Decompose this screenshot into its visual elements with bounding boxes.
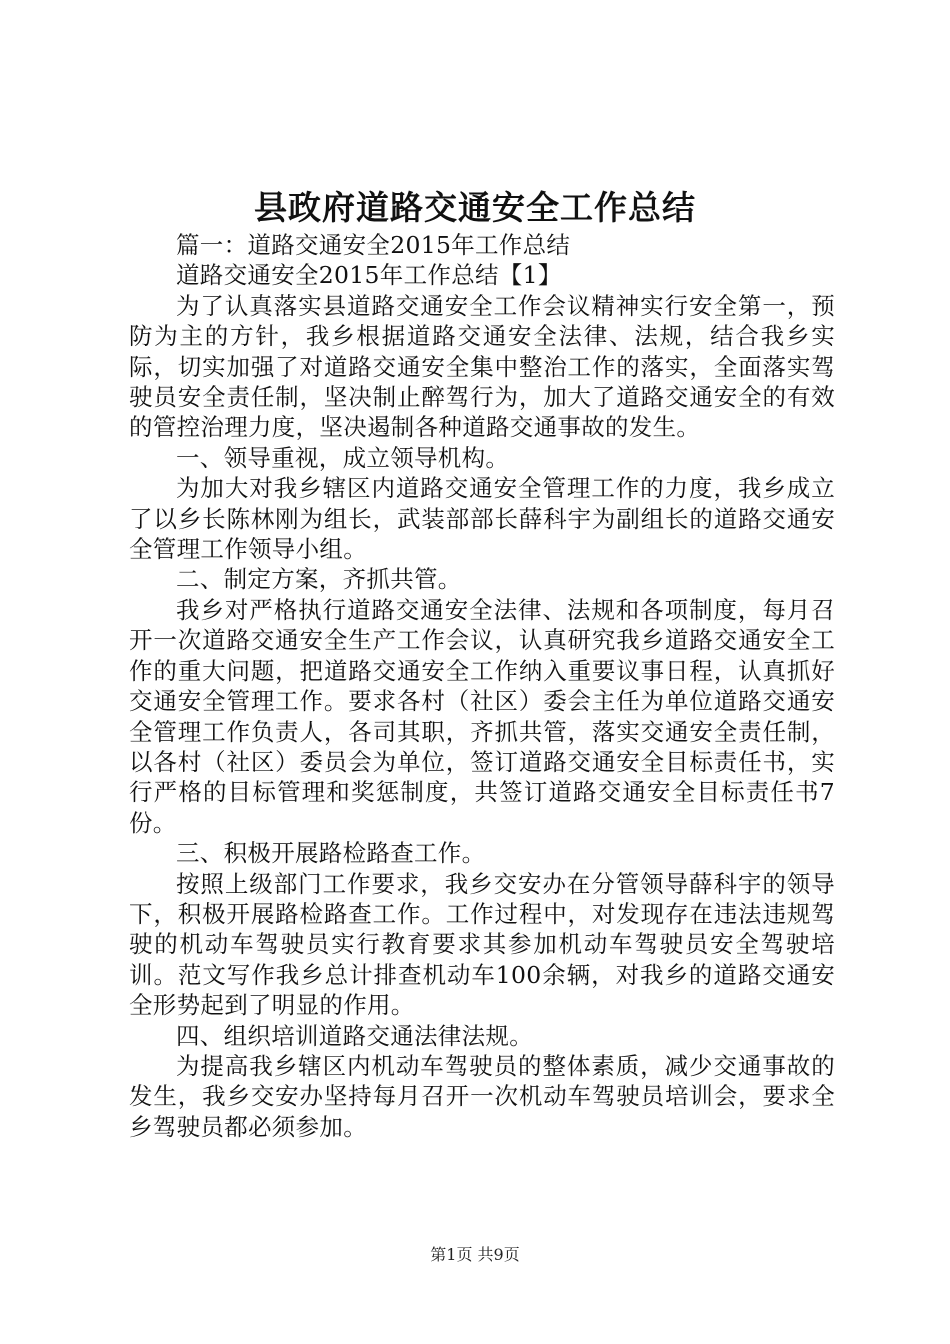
paragraph-intro: 为了认真落实县道路交通安全工作会议精神实行安全第一，预防为主的方针，我乡根据道路交通安全法律、法规，结合我乡实际，切实加强了对道路交通安全集中整治工作的落实，全面落实驾驶员安全责任制，坚决制止醉驾行为，加大了道路交通安全的有效的管控治理力度，坚决遏制各种道路交通事故的发生。	[129, 291, 835, 442]
paragraph-heading-2: 二、制定方案，齐抓共管。	[176, 565, 462, 594]
paragraph-heading-3: 三、积极开展路检路查工作。	[176, 839, 486, 868]
paragraph-section-heading: 篇一：道路交通安全2015年工作总结	[176, 231, 571, 259]
paragraph-heading-1: 一、领导重视，成立领导机构。	[176, 443, 510, 472]
document-body	[129, 230, 835, 1142]
paragraph-subtitle: 道路交通安全2015年工作总结【1】	[176, 261, 562, 290]
paragraph-body-3: 按照上级部门工作要求，我乡交安办在分管领导薛科宇的领导下，积极开展路检路查工作。工作过程中，对发现存在违法违规驾驶的机动车驾驶员实行教育要求其参加机动车驾驶员安全驾驶培训。范文写作我乡总计排查机动车100余辆，对我乡的道路交通安全形势起到了明显的作用。	[129, 869, 835, 1020]
page-number-footer: 第1页 共9页	[430, 1245, 520, 1264]
paragraph-body-2: 我乡对严格执行道路交通安全法律、法规和各项制度，每月召开一次道路交通安全生产工作会议，认真研究我乡道路交通安全工作的重大问题，把道路交通安全工作纳入重要议事日程，认真抓好交通安全管理工作。要求各村（社区）委会主任为单位道路交通安全管理工作负责人，各司其职，齐抓共管，落实交通安全责任制，以各村（社区）委员会为单位，签订道路交通安全目标责任书，实行严格的目标管理和奖惩制度，共签订道路交通安全目标责任书7份。	[129, 595, 835, 837]
paragraph-body-1: 为加大对我乡辖区内道路交通安全管理工作的力度，我乡成立了以乡长陈林刚为组长，武装部部长薛科宇为副组长的道路交通安全管理工作领导小组。	[129, 474, 835, 564]
document-title: 县政府道路交通安全工作总结	[254, 188, 696, 227]
paragraph-heading-4: 四、组织培训道路交通法律法规。	[176, 1021, 533, 1050]
paragraph-body-4: 为提高我乡辖区内机动车驾驶员的整体素质，减少交通事故的发生，我乡交安办坚持每月召开一次机动车驾驶员培训会，要求全乡驾驶员都必须参加。	[129, 1051, 835, 1141]
